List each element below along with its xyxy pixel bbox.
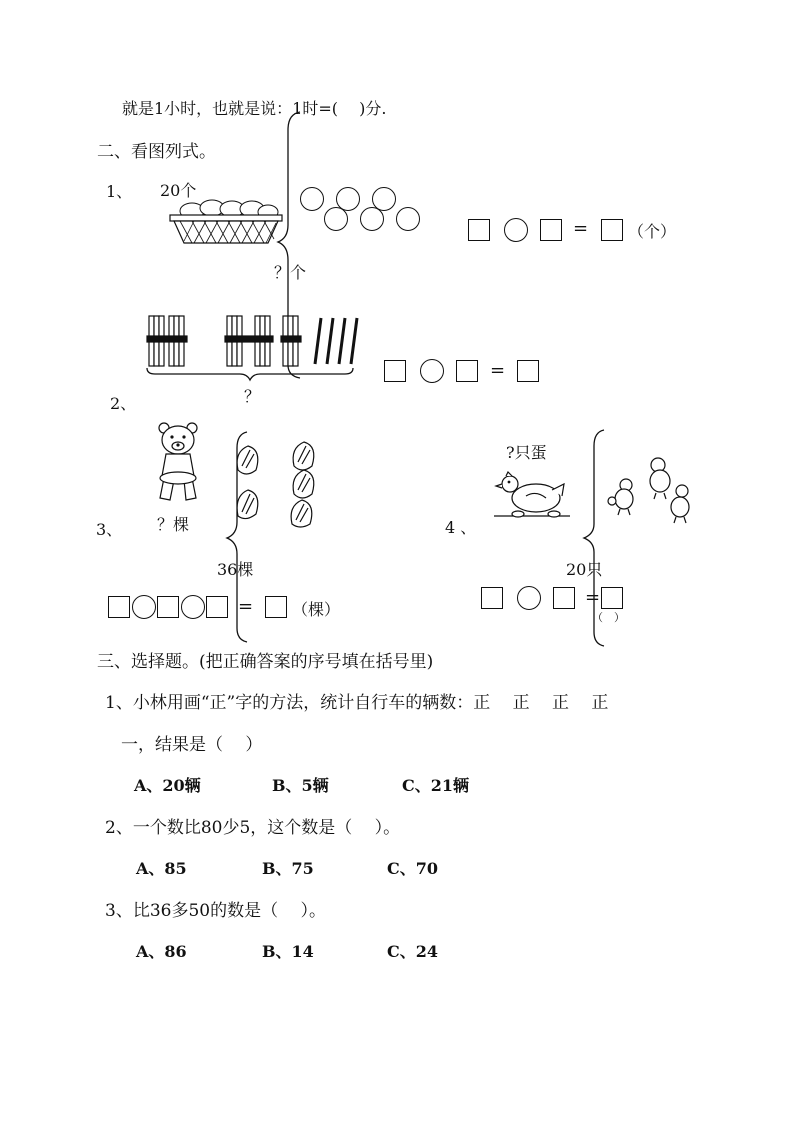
q4-unknown-label: ?只蛋 <box>506 443 547 462</box>
q1-unknown-label: ？个 <box>274 263 307 282</box>
answer-box[interactable] <box>108 596 130 618</box>
answer-box[interactable] <box>553 587 575 609</box>
hen-icon <box>492 462 572 522</box>
q4-total-label: 20只 <box>566 560 603 579</box>
answer-box[interactable] <box>456 360 478 382</box>
choice-q1-option-a[interactable]: A、20辆 <box>134 776 201 795</box>
choice-q3-option-c[interactable]: C、24 <box>387 942 439 961</box>
answer-box[interactable] <box>157 596 179 618</box>
bear-icon <box>148 420 208 505</box>
choice-q1-option-c[interactable]: C、21辆 <box>402 776 470 795</box>
q3-number: 3、 <box>96 520 123 539</box>
equals-sign: = <box>238 596 254 617</box>
stick-bundles-icon <box>145 312 365 372</box>
choice-q1-stem-cont: 一，结果是（ ） <box>121 735 263 755</box>
equals-sign: = <box>573 218 589 239</box>
q1-unit: （个） <box>628 222 677 241</box>
operator-circle[interactable] <box>517 586 541 610</box>
q3-total-label: 36棵 <box>217 560 254 579</box>
chicks-icon <box>600 455 695 530</box>
choice-q3-option-a[interactable]: A、86 <box>136 942 187 961</box>
answer-box[interactable] <box>481 587 503 609</box>
answer-box[interactable] <box>206 596 228 618</box>
q3-unknown-label: ？棵 <box>157 515 190 534</box>
q4-unit: （ ） <box>592 611 625 624</box>
equals-sign: = <box>585 587 601 608</box>
answer-box[interactable] <box>265 596 287 618</box>
answer-box[interactable] <box>384 360 406 382</box>
equals-sign: = <box>490 360 506 381</box>
cabbage-icons <box>232 440 327 530</box>
egg-circle <box>396 207 420 231</box>
operator-circle[interactable] <box>420 359 444 383</box>
operator-circle[interactable] <box>181 595 205 619</box>
q3-unit: （棵） <box>292 600 341 619</box>
egg-circle <box>360 207 384 231</box>
brace-q2 <box>145 366 355 382</box>
choice-q2-option-c[interactable]: C、70 <box>387 859 439 878</box>
q4-number: 4 、 <box>445 518 477 537</box>
q2-number: 2、 <box>110 394 137 413</box>
section3-title: 三、选择题。(把正确答案的序号填在括号里) <box>97 652 434 672</box>
egg-circle <box>324 207 348 231</box>
choice-q1-option-b[interactable]: B、5辆 <box>272 776 329 795</box>
q2-total-label: ？ <box>244 387 261 406</box>
intro-line: 就是1小时，也就是说：1时=( )分. <box>122 99 387 118</box>
q1-number: 1、 <box>106 182 133 201</box>
operator-circle[interactable] <box>132 595 156 619</box>
answer-box[interactable] <box>517 360 539 382</box>
egg-basket-icon <box>170 197 285 247</box>
answer-box[interactable] <box>468 219 490 241</box>
choice-q2-option-b[interactable]: B、75 <box>262 859 314 878</box>
choice-q3-stem: 3、比36多50的数是（ ）。 <box>105 901 326 921</box>
answer-box[interactable] <box>601 587 623 609</box>
choice-q1-stem: 1、小林用画“正”字的方法，统计自行车的辆数：正 正 正 正 <box>105 693 609 713</box>
answer-box[interactable] <box>601 219 623 241</box>
egg-circle <box>300 187 324 211</box>
q1-basket-label: 20个 <box>160 181 197 200</box>
choice-q2-stem: 2、一个数比80少5，这个数是（ ）。 <box>105 818 401 838</box>
operator-circle[interactable] <box>504 218 528 242</box>
section2-title: 二、看图列式。 <box>97 142 216 162</box>
choice-q2-option-a[interactable]: A、85 <box>136 859 187 878</box>
answer-box[interactable] <box>540 219 562 241</box>
choice-q3-option-b[interactable]: B、14 <box>262 942 314 961</box>
